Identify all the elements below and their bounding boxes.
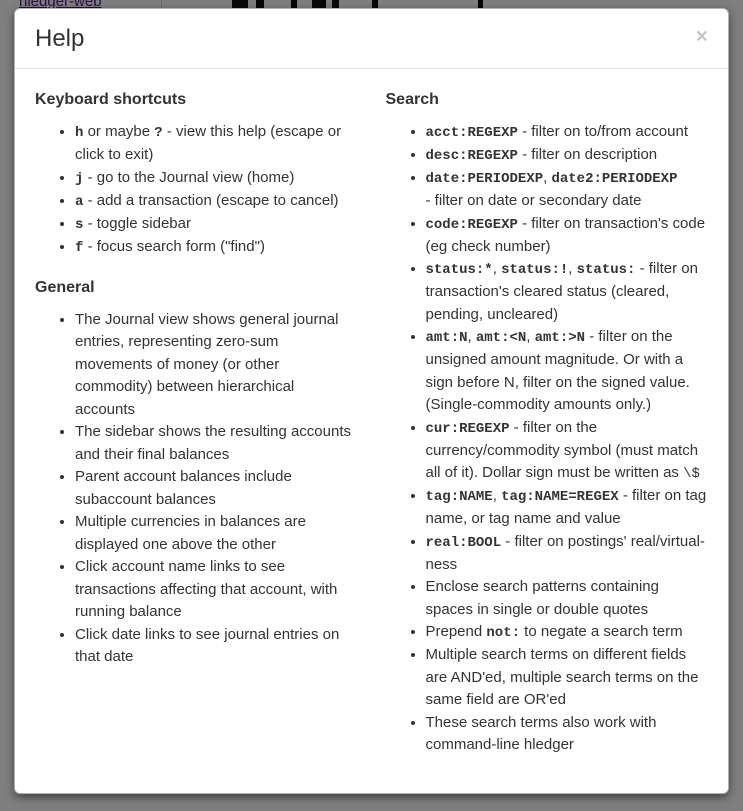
code-term: date:PERIODEXP xyxy=(425,171,544,187)
modal-header xyxy=(15,9,728,69)
list-item: • real:BOOL - filter on postings' real/virtual-ness xyxy=(426,531,709,577)
list-item: • j - go to the Journal view (home) xyxy=(75,167,357,190)
code-term: h xyxy=(75,125,84,141)
code-term: date2:PERIODEXP xyxy=(551,171,678,187)
section-heading-keyboard-shortcuts: Keyboard shortcuts xyxy=(35,91,187,108)
list-item: • Multiple currencies in balances are displayed one above the other xyxy=(75,511,357,556)
code-term: not: xyxy=(486,625,520,641)
code-term: amt:<N xyxy=(475,330,527,346)
code-term: cur:REGEXP xyxy=(425,420,510,437)
list-item: • tag:NAME, tag:NAME=REGEX - filter on tag name, or tag name and value xyxy=(426,485,709,531)
list-item: • Click date links to see journal entries on that date xyxy=(75,624,357,669)
section-heading-search: Search xyxy=(385,91,439,108)
code-term: a xyxy=(75,193,84,210)
general-list xyxy=(35,309,357,669)
code-term: real:BOOL xyxy=(425,534,502,551)
list-item: • Multiple search terms on different fields are AND'ed, multiple search terms on the same field are OR'ed xyxy=(426,644,709,712)
code-term: acct:REGEXP xyxy=(425,125,518,141)
code-term: code:REGEXP xyxy=(425,216,518,233)
list-item: • h or maybe ? - view this help (escape or click to exit) xyxy=(75,121,357,167)
code-term: amt:N xyxy=(425,330,468,346)
list-item: • Enclose search patterns containing spaces in single or double quotes xyxy=(426,576,709,621)
list-item: • cur:REGEXP - filter on the currency/commodity symbol (must match all of it). Dollar sign must be written as \$ xyxy=(426,417,709,486)
code-term: ? xyxy=(154,125,163,141)
list-item: • amt:N, amt:<N, amt:>N - filter on the unsigned amount magnitude. Or with a sign before N, filter on the signed value. (Single-commodity amounts only.) xyxy=(426,326,709,417)
left-column xyxy=(35,89,372,775)
list-item: • The Journal view shows general journal entries, representing zero-sum movements of money (or other commodity) between hierarchical accounts xyxy=(75,309,357,422)
list-item: • The sidebar shows the resulting accounts and their final balances xyxy=(75,421,357,466)
close-button[interactable]: × xyxy=(695,25,708,48)
code-term: j xyxy=(75,170,84,187)
code-term: amt:>N xyxy=(534,330,586,346)
list-item: • These search terms also work with command-line hledger xyxy=(426,712,709,757)
code-term: \$ xyxy=(683,466,700,482)
section-heading-general: General xyxy=(35,278,95,296)
modal-body xyxy=(15,69,728,794)
list-item: • status:*, status:!, status: - filter on transaction's cleared status (cleared, pending, uncleared) xyxy=(426,258,709,326)
code-term: tag:NAME xyxy=(425,489,493,505)
list-item: • code:REGEXP - filter on transaction's code (eg check number) xyxy=(426,213,709,259)
modal-title: Help xyxy=(35,25,85,52)
list-item: • Prepend not: to negate a search term xyxy=(426,621,709,644)
search-list xyxy=(386,121,709,757)
code-term: status:* xyxy=(425,262,493,278)
list-item: • s - toggle sidebar xyxy=(75,213,357,236)
code-term: status: xyxy=(576,262,636,278)
text-run: - filter xyxy=(425,192,463,209)
code-term: s xyxy=(75,216,84,233)
list-item: • Parent account balances include subaccount balances xyxy=(75,466,357,511)
list-item: • f - focus search form ("find") xyxy=(75,236,357,259)
right-column xyxy=(372,89,709,775)
list-item: • a - add a transaction (escape to cancel) xyxy=(75,190,357,213)
code-term: status:! xyxy=(501,262,569,278)
code-term: desc:REGEXP xyxy=(425,148,518,164)
list-item: • date:PERIODEXP, date2:PERIODEXP - filter on date or secondary date xyxy=(426,167,709,213)
code-term: tag:NAME=REGEX xyxy=(501,489,619,505)
list-item: • acct:REGEXP - filter on to/from account xyxy=(426,121,709,144)
list-item: • desc:REGEXP - filter on description xyxy=(426,144,709,167)
help-modal xyxy=(14,8,729,794)
keyboard-shortcuts-list xyxy=(35,121,357,259)
code-term: f xyxy=(75,239,84,256)
list-item: • Click account name links to see transactions affecting that account, with running balance xyxy=(75,556,357,624)
